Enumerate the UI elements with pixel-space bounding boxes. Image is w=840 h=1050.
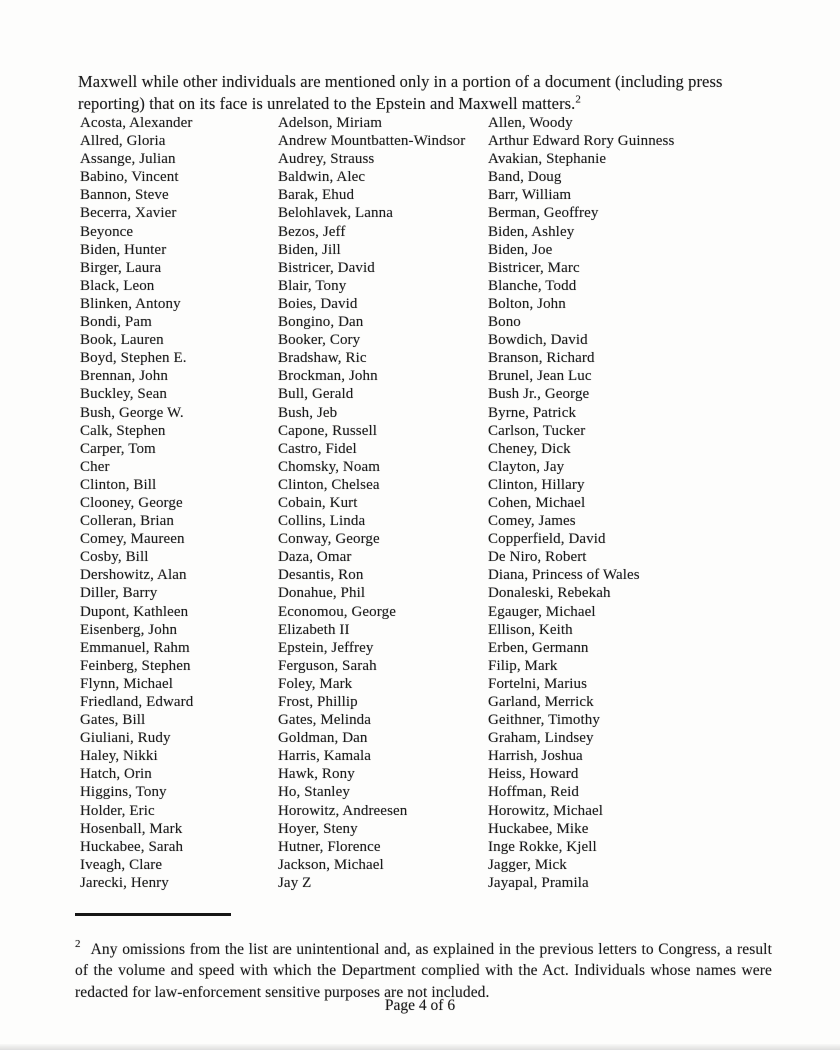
list-item-name: Hosenball, Mark (80, 820, 183, 837)
list-item-name: Bolton, John (488, 295, 566, 312)
list-item-name: Fortelni, Marius (488, 675, 588, 692)
list-item-name: Desantis, Ron (278, 567, 364, 584)
list-item-name: Branson, Richard (488, 350, 595, 367)
list-item-name: Diana, Princess of Wales (488, 567, 640, 584)
list-item-name: Birger, Laura (80, 259, 162, 276)
list-item-name: Buckley, Sean (80, 386, 167, 403)
list-item-name: Dershowitz, Alan (80, 567, 187, 584)
list-item-name: Hoffman, Reid (488, 784, 580, 801)
list-item-name: Inge Rokke, Kjell (488, 838, 597, 855)
list-item-name: Cosby, Bill (80, 549, 149, 566)
list-item-name: Elizabeth II (278, 621, 350, 638)
list-item-name: Comey, Maureen (80, 531, 185, 548)
list-item-name: Jackson, Michael (278, 856, 384, 873)
list-item-name: Black, Leon (80, 277, 155, 294)
footnote-reference: 2 (575, 93, 582, 106)
list-item-name: Jarecki, Henry (80, 874, 169, 891)
list-item-name: Biden, Jill (278, 241, 341, 258)
list-item-name: Blanche, Todd (488, 277, 577, 294)
list-item-name: Brunel, Jean Luc (488, 368, 592, 385)
list-item-name: Blair, Tony (278, 277, 347, 294)
list-item-name: Giuliani, Rudy (80, 730, 171, 747)
list-item-name: Conway, George (278, 531, 380, 548)
list-item-name: Cheney, Dick (488, 440, 571, 457)
list-item-name: Egauger, Michael (488, 603, 596, 620)
list-item-name: Bush, Jeb (278, 404, 338, 421)
list-item-name: Boies, David (278, 295, 358, 312)
intro-line-2: reporting) that on its face is unrelated to the Epstein and Maxwell matters. (78, 94, 576, 113)
list-item-name: Bistricer, Marc (488, 259, 580, 276)
list-item-name: Carper, Tom (80, 440, 156, 457)
list-item-name: Andrew Mountbatten-Windsor (278, 133, 466, 150)
list-item-name: Blinken, Antony (80, 295, 181, 312)
list-item-name: Gates, Melinda (278, 712, 372, 729)
list-item-name: Hutner, Florence (278, 838, 381, 855)
list-item-name: Copperfield, David (488, 531, 606, 548)
list-item-name: Acosta, Alexander (80, 115, 193, 131)
list-item-name: Huckabee, Mike (488, 820, 589, 837)
list-item-name: Flynn, Michael (80, 675, 174, 692)
list-item-name: Clinton, Bill (80, 476, 157, 493)
list-item-name: Allred, Gloria (80, 133, 166, 150)
list-item-name: Huckabee, Sarah (80, 838, 184, 855)
list-item-name: Bull, Gerald (278, 386, 354, 403)
list-item-name: Jayapal, Pramila (488, 874, 589, 891)
list-item-name: Barr, William (488, 187, 572, 204)
list-item-name: Garland, Merrick (488, 694, 594, 710)
list-item-name: Carlson, Tucker (488, 422, 586, 439)
list-item-name: Erben, Germann (488, 639, 589, 656)
list-item-name: Biden, Joe (488, 241, 553, 258)
list-item-name: De Niro, Robert (488, 549, 587, 566)
list-item-name: Hawk, Rony (278, 766, 355, 783)
list-item-name: Friedland, Edward (80, 694, 194, 710)
list-item-name: Donahue, Phil (278, 585, 366, 602)
list-item-name: Clinton, Hillary (488, 476, 585, 493)
list-item-name: Bondi, Pam (80, 314, 152, 331)
list-item-name: Jagger, Mick (488, 856, 567, 873)
list-item-name: Assange, Julian (80, 151, 176, 168)
list-item-name: Hatch, Orin (80, 766, 152, 783)
list-item-name: Higgins, Tony (80, 784, 167, 801)
list-item-name: Capone, Russell (278, 422, 377, 439)
list-item-name: Band, Doug (488, 169, 562, 186)
list-item-name: Arthur Edward Rory Guinness (488, 133, 675, 150)
list-item-name: Biden, Hunter (80, 241, 167, 258)
list-item-name: Castro, Fidel (278, 440, 357, 457)
list-item-name: Hoyer, Steny (278, 820, 358, 837)
list-item-name: Babino, Vincent (80, 169, 179, 186)
list-item-name: Harris, Kamala (278, 748, 372, 765)
list-item-name: Bush Jr., George (488, 386, 590, 403)
list-item-name: Bradshaw, Ric (278, 350, 367, 367)
footnote-text: Any omissions from the list are unintentional and, as explained in the previous letters to Congress, a result of the volume and speed with which the Department complied with the Act. Individuals whose names were redacted for law-enforcement sensitive purposes are not included. (75, 940, 772, 1001)
list-item-name: Booker, Cory (278, 332, 361, 349)
list-item-name: Bono (488, 314, 521, 331)
list-item-name: Boyd, Stephen E. (80, 350, 187, 367)
list-item-name: Goldman, Dan (278, 730, 368, 747)
list-item-name: Ho, Stanley (278, 784, 350, 801)
list-item-name: Cobain, Kurt (278, 494, 358, 511)
list-item-name: Clooney, George (80, 494, 183, 511)
list-item-name: Harrish, Joshua (488, 748, 583, 765)
list-item-name: Belohlavek, Lanna (278, 205, 393, 222)
list-item-name: Filip, Mark (488, 657, 558, 674)
list-item-name: Avakian, Stephanie (488, 151, 607, 168)
list-item-name: Diller, Barry (80, 585, 158, 602)
list-item-name: Becerra, Xavier (80, 205, 177, 222)
page-number: Page 4 of 6 (384, 997, 456, 1014)
list-item-name: Donaleski, Rebekah (488, 585, 611, 602)
list-item-name: Comey, James (488, 513, 576, 530)
footnote (75, 939, 772, 1004)
name-column-3 (488, 114, 808, 892)
intro-paragraph (78, 71, 778, 116)
list-item-name: Barak, Ehud (278, 187, 355, 204)
list-item-name: Heiss, Howard (488, 766, 579, 783)
list-item-name: Cohen, Michael (488, 494, 586, 511)
list-item-name: Chomsky, Noam (278, 458, 380, 475)
list-item-name: Economou, George (278, 603, 396, 620)
list-item-name: Adelson, Miriam (278, 115, 382, 131)
list-item-name: Haley, Nikki (80, 748, 158, 765)
list-item-name: Horowitz, Andreesen (278, 802, 408, 819)
list-item-name: Colleran, Brian (80, 513, 174, 530)
list-item-name: Horowitz, Michael (488, 802, 603, 819)
name-column-1 (80, 114, 278, 892)
list-item-name: Bush, George W. (80, 404, 184, 421)
list-item-name: Epstein, Jeffrey (278, 639, 374, 656)
list-item-name: Dupont, Kathleen (80, 603, 189, 620)
list-item-name: Book, Lauren (80, 332, 164, 349)
list-item-name: Calk, Stephen (80, 422, 166, 439)
list-item-name: Ferguson, Sarah (278, 657, 377, 674)
list-item-name: Holder, Eric (80, 802, 155, 819)
list-item-name: Frost, Phillip (278, 694, 358, 710)
list-item-name: Baldwin, Alec (278, 169, 366, 186)
list-item-name: Graham, Lindsey (488, 730, 594, 747)
list-item-name: Allen, Woody (488, 115, 573, 131)
list-item-name: Clinton, Chelsea (278, 476, 380, 493)
list-item-name: Beyonce (80, 223, 134, 240)
list-item-name: Daza, Omar (278, 549, 352, 566)
list-item-name: Byrne, Patrick (488, 404, 577, 421)
list-item-name: Jay Z (278, 874, 312, 891)
list-item-name: Brennan, John (80, 368, 168, 385)
list-item-name: Brockman, John (278, 368, 378, 385)
list-item-name: Foley, Mark (278, 675, 353, 692)
list-item-name: Feinberg, Stephen (80, 657, 191, 674)
list-item-name: Audrey, Strauss (278, 151, 375, 168)
list-item-name: Collins, Linda (278, 513, 366, 530)
list-item-name: Emmanuel, Rahm (80, 639, 190, 656)
intro-line-1: Maxwell while other individuals are mentioned only in a portion of a document (including press (78, 71, 723, 91)
name-column-2 (278, 114, 488, 892)
list-item-name: Gates, Bill (80, 712, 146, 729)
list-item-name: Geithner, Timothy (488, 712, 600, 729)
list-item-name: Eisenberg, John (80, 621, 178, 638)
list-item-name: Cher (80, 458, 110, 475)
list-item-name: Iveagh, Clare (80, 856, 163, 873)
list-item-name: Bowdich, David (488, 332, 588, 349)
footnote-marker: 2 (75, 938, 81, 951)
list-item-name: Ellison, Keith (488, 621, 573, 638)
list-item-name: Bistricer, David (278, 259, 375, 276)
list-item-name: Bezos, Jeff (278, 223, 346, 240)
scan-bottom-edge-shadow (0, 1044, 840, 1050)
list-item-name: Clayton, Jay (488, 458, 565, 475)
footnote-separator-rule (75, 913, 231, 916)
list-item-name: Bannon, Steve (80, 187, 169, 204)
list-item-name: Bongino, Dan (278, 314, 364, 331)
list-item-name: Biden, Ashley (488, 223, 575, 240)
list-item-name: Berman, Geoffrey (488, 205, 599, 222)
name-list (80, 114, 808, 892)
